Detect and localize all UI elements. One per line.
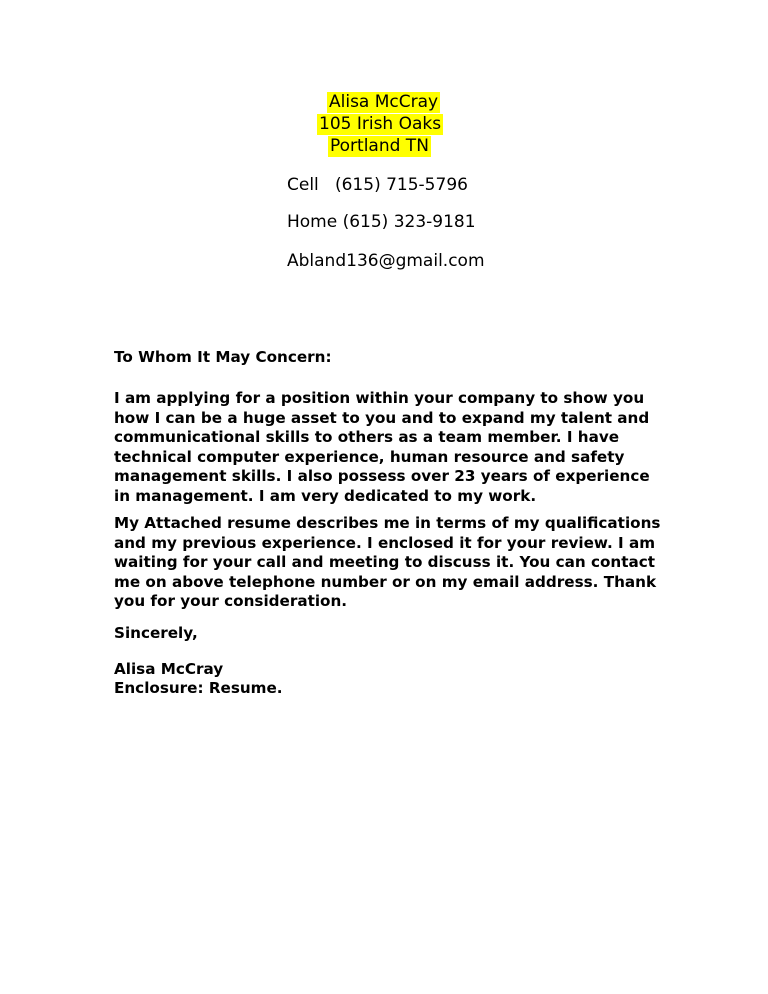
letter-paragraph-2 xyxy=(114,514,674,612)
paragraph-line: in management. I am very dedicated to my work. xyxy=(114,486,537,505)
sender-city-state: Portland TN xyxy=(330,136,429,156)
letter-closing: Sincerely, xyxy=(114,624,198,642)
sender-street-address: 105 Irish Oaks xyxy=(319,114,442,134)
paragraph-line: and my previous experience. I enclosed it for your review. I am xyxy=(114,533,656,552)
letter-signature: Alisa McCray xyxy=(114,660,224,678)
paragraph-line: communicational skills to others as a team member. I have xyxy=(114,428,620,447)
contact-email: Abland136@gmail.com xyxy=(287,251,485,271)
paragraph-line: I am applying for a position within your company to show you xyxy=(114,389,645,407)
paragraph-line: management skills. I also possess over 23 years of experience xyxy=(114,467,650,486)
paragraph-line: me on above telephone number or on my email address. Thank xyxy=(114,572,657,591)
contact-cell-phone: Cell (615) 715-5796 xyxy=(287,175,468,195)
paragraph-line: you for your consideration. xyxy=(114,592,348,611)
sender-name-heading: Alisa McCray xyxy=(329,92,439,112)
paragraph-line: waiting for your call and meeting to discuss it. You can contact xyxy=(114,553,656,572)
paragraph-line: how I can be a huge asset to you and to expand my talent and xyxy=(114,408,650,427)
paragraph-line: technical computer experience, human resource and safety xyxy=(114,447,625,466)
contact-home-phone: Home (615) 323-9181 xyxy=(287,212,476,232)
paragraph-line: My Attached resume describes me in terms of my qualifications xyxy=(114,514,661,532)
letter-paragraph-1 xyxy=(114,389,674,507)
letter-enclosure: Enclosure: Resume. xyxy=(114,679,283,697)
letter-salutation: To Whom It May Concern: xyxy=(114,348,332,366)
